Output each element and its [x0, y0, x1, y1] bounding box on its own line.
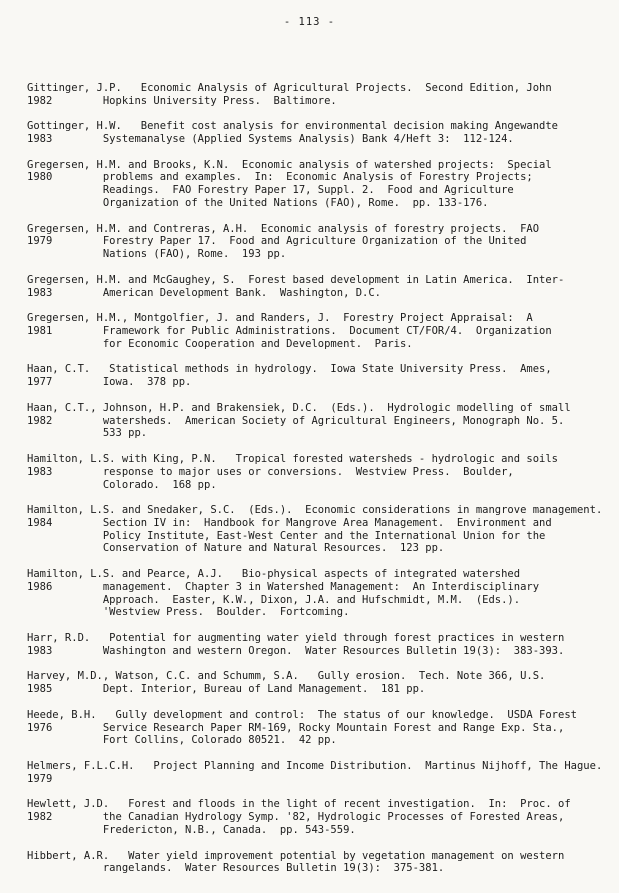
reference-line: 'Westview Press. Boulder. Fortcoming. [27, 606, 350, 619]
reference-line: Harvey, M.D., Watson, C.C. and Schumm, S.A. Gully erosion. Tech. Note 366, U.S. [27, 670, 546, 683]
reference-entry [27, 363, 615, 389]
reference-line: Conservation of Nature and Natural Resources. 123 pp. [27, 542, 445, 555]
reference-entry [27, 120, 615, 146]
reference-line: 1980 problems and examples. In: Economic Analysis of Forestry Projects; [27, 171, 533, 184]
reference-line: 1979 Forestry Paper 17. Food and Agriculture Organization of the United [27, 235, 527, 248]
reference-line: Heede, B.H. Gully development and control: The status of our knowledge. USDA Forest [27, 708, 577, 721]
reference-line: 533 pp. [27, 427, 148, 440]
reference-entry [27, 159, 615, 210]
reference-line: 1981 Framework for Public Administrations. Document CT/FOR/4. Organization [27, 324, 552, 337]
reference-line: Haan, C.T. Statistical methods in hydrology. Iowa State University Press. Ames, [27, 363, 552, 376]
reference-line: Helmers, F.L.C.H. Project Planning and Income Distribution. Martinus Nijhoff, The Hague. [27, 760, 603, 773]
page-number: - 113 - [283, 16, 336, 28]
reference-line: Organization of the United Nations (FAO), Rome. pp. 133-176. [27, 196, 489, 209]
reference-line: 1982 Hopkins University Press. Baltimore. [27, 94, 337, 107]
reference-line: 1982 the Canadian Hydrology Symp. '82, Hydrologic Processes of Forested Areas, [27, 811, 565, 824]
reference-line: Gregersen, H.M. and Contreras, A.H. Economic analysis of forestry projects. FAO [27, 222, 540, 235]
reference-line: Gregersen, H.M., Montgolfier, J. and Randers, J. Forestry Project Appraisal: A [27, 312, 533, 325]
reference-entry [27, 223, 615, 261]
reference-line: 1985 Dept. Interior, Bureau of Land Management. 181 pp. [27, 683, 426, 696]
reference-entry [27, 402, 615, 440]
reference-entry [27, 760, 615, 786]
reference-line: 1983 Washington and western Oregon. Water Resources Bulletin 19(3): 383-393. [27, 644, 565, 657]
reference-line: 1979 [27, 772, 53, 785]
reference-line: Readings. FAO Forestry Paper 17, Suppl. 2. Food and Agriculture [27, 184, 514, 197]
reference-entry [27, 274, 615, 300]
reference-line: Hamilton, L.S. and Pearce, A.J. Bio-physical aspects of integrated watershed [27, 568, 521, 581]
reference-line: for Economic Cooperation and Development. Paris. [27, 337, 413, 350]
reference-line: Gregersen, H.M. and McGaughey, S. Forest based development in Latin America. Inter- [27, 273, 565, 286]
reference-line: Gottinger, H.W. Benefit cost analysis for environmental decision making Angewandte [27, 120, 559, 133]
reference-line: Harr, R.D. Potential for augmenting water yield through forest practices in western [27, 632, 565, 645]
reference-entry [27, 632, 615, 658]
reference-line: Hamilton, L.S. with King, P.N. Tropical forested watersheds - hydrologic and soils [27, 452, 559, 465]
reference-line: 1976 Service Research Paper RM-169, Rocky Mountain Forest and Range Exp. Sta., [27, 721, 565, 734]
reference-line: rangelands. Water Resources Bulletin 19(3): 375-381. [27, 862, 445, 875]
reference-line: 1982 watersheds. American Society of Agricultural Engineers, Monograph No. 5. [27, 414, 565, 427]
reference-line: Fredericton, N.B., Canada. pp. 543-559. [27, 824, 356, 837]
reference-line: Fort Collins, Colorado 80521. 42 pp. [27, 734, 337, 747]
reference-entry [27, 798, 615, 836]
reference-entry [27, 709, 615, 747]
reference-line: Haan, C.T., Johnson, H.P. and Brakensiek, D.C. (Eds.). Hydrologic modelling of small [27, 401, 571, 414]
reference-line: 1986 management. Chapter 3 in Watershed Management: An Interdisciplinary [27, 580, 540, 593]
reference-line: Hewlett, J.D. Forest and floods in the light of recent investigation. In: Proc. of [27, 798, 571, 811]
reference-line: Gregersen, H.M. and Brooks, K.N. Economic analysis of watershed projects: Special [27, 158, 552, 171]
reference-entry [27, 850, 615, 876]
reference-entry [27, 670, 615, 696]
reference-line: 1983 response to major uses or conversions. Westview Press. Boulder, [27, 465, 514, 478]
reference-line: Hamilton, L.S. and Snedaker, S.C. (Eds.). Economic considerations in mangrove management. [27, 504, 603, 517]
reference-line: Colorado. 168 pp. [27, 478, 217, 491]
reference-line: Policy Institute, East-West Center and the International Union for the [27, 529, 546, 542]
reference-line: Hibbert, A.R. Water yield improvement potential by vegetation management on western [27, 849, 565, 862]
reference-line: Nations (FAO), Rome. 193 pp. [27, 248, 287, 261]
reference-list [0, 82, 619, 875]
reference-entry [27, 82, 615, 108]
reference-line: Gittinger, J.P. Economic Analysis of Agricultural Projects. Second Edition, John [27, 81, 552, 94]
reference-line: 1983 Systemanalyse (Applied Systems Analysis) Bank 4/Heft 3: 112-124. [27, 132, 514, 145]
reference-entry [27, 312, 615, 350]
reference-entry [27, 568, 615, 619]
reference-line: Approach. Easter, K.W., Dixon, J.A. and Hufschmidt, M.M. (Eds.). [27, 593, 521, 606]
reference-line: 1977 Iowa. 378 pp. [27, 376, 192, 389]
reference-entry [27, 504, 615, 555]
reference-line: 1983 American Development Bank. Washington, D.C. [27, 286, 382, 299]
reference-entry [27, 453, 615, 491]
reference-line: 1984 Section IV in: Handbook for Mangrove Area Management. Environment and [27, 516, 552, 529]
